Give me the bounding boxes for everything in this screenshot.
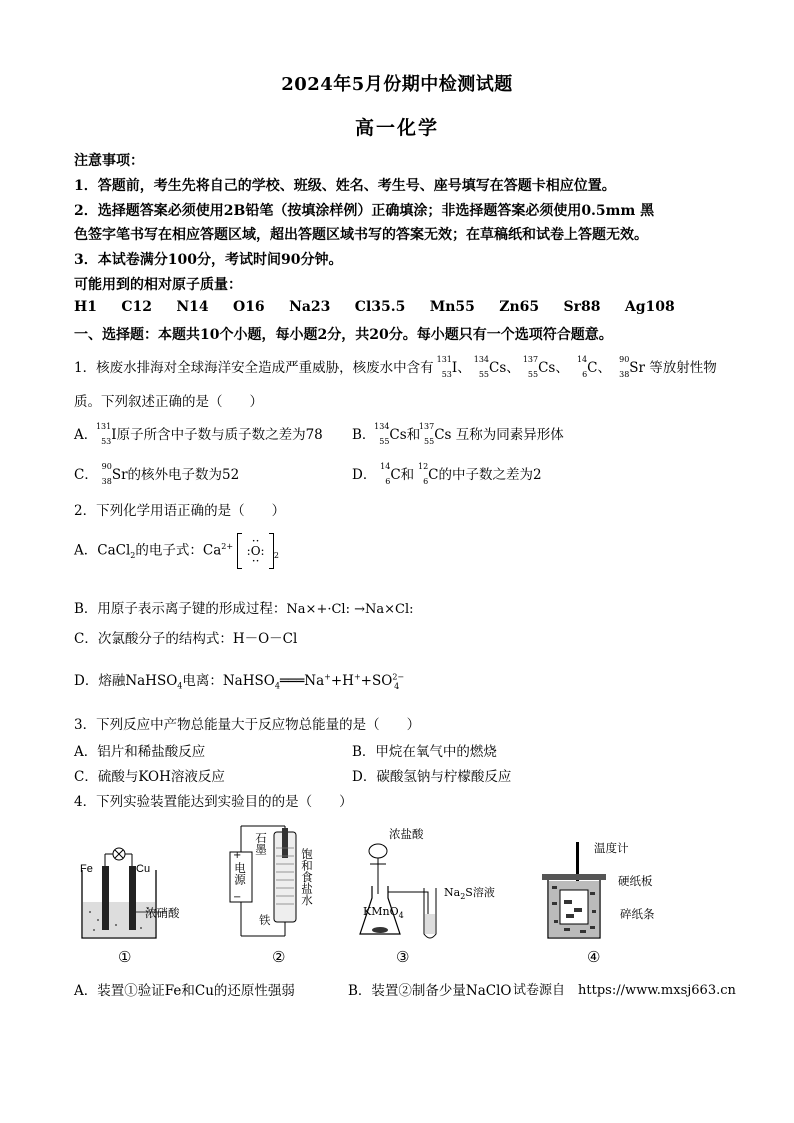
am-ag: Ag108 [624, 299, 675, 315]
q3-option-a[interactable]: A．铝片和稀盐酸反应 [74, 744, 206, 760]
q2-option-a[interactable]: A．CaCl$_2$的电子式：$Ca^{2+}$ ·· :O: ·· $_2$ [74, 534, 279, 568]
q1-stem-end: 等放射性物 [649, 360, 717, 376]
q1-option-d[interactable]: D． 14 6 C和 12 6 C的中子数之差为2 [352, 462, 542, 486]
note-3: 3．本试卷满分100分，考试时间90分钟。 [74, 252, 343, 268]
q2-stem: 2．下列化学用语正确的是（ ） [74, 503, 286, 519]
fig1-acid-label: 浓硝酸 [145, 906, 180, 920]
fig2-brine-label: 饱和食盐水 [300, 848, 314, 906]
q3-stem: 3．下列反应中产物总能量大于反应物总能量的是（ ） [74, 717, 421, 733]
q2-option-d[interactable]: D．熔融NaHSO$_4$电离：$NaHSO_4═══Na^++H^++SO^{2-}_4$ [74, 672, 405, 691]
fe-label: Fe [80, 863, 93, 875]
q2-option-b[interactable]: B．用原子表示离子键的形成过程：Na×+·Cl: →Na×Cl: [74, 601, 414, 617]
notes-heading: 注意事项： [74, 153, 144, 169]
fig3-na2s-label: $Na_2S$溶液 [444, 886, 495, 902]
plus-sign: + [233, 850, 242, 861]
am-zn: Zn65 [499, 299, 540, 315]
note-1: 1．答题前，考生先将自己的学校、班级、姓名、考生号、座号填写在答题卡相应位置。 [74, 178, 616, 194]
figure-number-3: ③ [396, 948, 410, 966]
atomic-mass-list [74, 299, 675, 315]
q1-stem-line2: 质。下列叙述正确的是（ ） [74, 394, 263, 410]
am-mn: Mn55 [429, 299, 475, 315]
isotope-cs137: 137 55 [522, 355, 539, 379]
note-2-cont: 色签字笔书写在相应答题区域，超出答题区域书写的答案无效；在草稿纸和试卷上答题无效。 [74, 227, 648, 243]
exam-title: 2024年5月份期中检测试题 [281, 74, 513, 95]
am-o: O16 [233, 299, 265, 315]
fig2-power-label: 电源 [233, 862, 247, 885]
am-cl: Cl35.5 [354, 299, 406, 315]
isotope-i131: 131 53 [436, 355, 452, 379]
am-na: Na23 [289, 299, 331, 315]
am-sr: Sr88 [563, 299, 601, 315]
fig4-thermometer-label: 温度计 [594, 841, 629, 855]
q4-stem: 4．下列实验装置能达到实验目的的是（ ） [74, 794, 353, 810]
exam-subject: 高一化学 [354, 117, 439, 139]
q3-option-c[interactable]: C．硫酸与KOH溶液反应 [74, 769, 225, 785]
q1-stem: 1．核废水排海对全球海洋安全造成严重威胁，核废水中含有 131 53 I、 134 55 Cs、 137 55 Cs、 14 6 C、 90 38 Sr 等放射性物 [74, 355, 717, 379]
q3-option-d[interactable]: D．碳酸氢钠与柠檬酸反应 [352, 769, 512, 785]
note-2: 2．选择题答案必须使用2B铅笔（按填涂样例）正确填涂；非选择题答案必须使用0.5mm 黑 [74, 203, 655, 219]
ionic-bond-formation: Na×+·Cl: →Na [286, 602, 385, 617]
figure-number-4: ④ [587, 948, 601, 966]
left-bracket [237, 533, 242, 569]
figure-number-2: ② [272, 948, 286, 966]
q4-option-a[interactable]: A．装置①验证Fe和Cu的还原性强弱 [74, 983, 295, 999]
fig3-hcl-label: 浓盐酸 [389, 827, 424, 841]
q4-option-b[interactable]: B．装置②制备少量NaClO [348, 983, 512, 999]
apparatus-1-figure [76, 840, 176, 945]
minus-sign: − [233, 892, 242, 903]
am-n: N14 [176, 299, 209, 315]
fig4-board-label: 硬纸板 [618, 874, 653, 888]
am-h: H1 [74, 299, 97, 315]
fig4-shreds-label: 碎纸条 [620, 907, 655, 921]
source-watermark: 试卷源自 https://www.mxsj663.cn [513, 983, 736, 998]
q1-option-a[interactable]: A． 131 53 I原子所含中子数与质子数之差为78 [74, 422, 323, 446]
q2-option-c[interactable]: C．次氯酸分子的结构式：H－O－Cl [74, 631, 298, 647]
fig3-kmno4-label: KMnO$_4$ [363, 905, 404, 921]
figure-number-1: ① [118, 948, 132, 966]
fig2-graphite-label: 石墨 [254, 832, 268, 855]
am-c: C12 [121, 299, 152, 315]
oxygen-lewis-dot: ·· :O: ·· [246, 534, 265, 568]
fig2-iron-label: 铁 [259, 913, 271, 927]
section-1-heading: 一、选择题：本题共10个小题，每小题2分，共20分。每小题只有一个选项符合题意。 [74, 327, 613, 343]
isotope-c14: 14 6 [576, 355, 588, 379]
q1-stem-text: 1．核废水排海对全球海洋安全造成严重威胁，核废水中含有 [74, 360, 434, 376]
cu-label: Cu [136, 863, 151, 875]
q3-option-b[interactable]: B．甲烷在氧气中的燃烧 [352, 744, 497, 760]
isotope-cs134: 134 55 [473, 355, 490, 379]
q1-option-b[interactable]: B． 134 55 Cs和 137 55 Cs 互称为同素异形体 [352, 422, 564, 446]
atomic-mass-heading: 可能用到的相对原子质量： [74, 277, 242, 293]
isotope-sr90: 90 38 [619, 355, 630, 379]
q1-option-c[interactable]: C． 90 38 Sr的核外电子数为52 [74, 462, 240, 486]
